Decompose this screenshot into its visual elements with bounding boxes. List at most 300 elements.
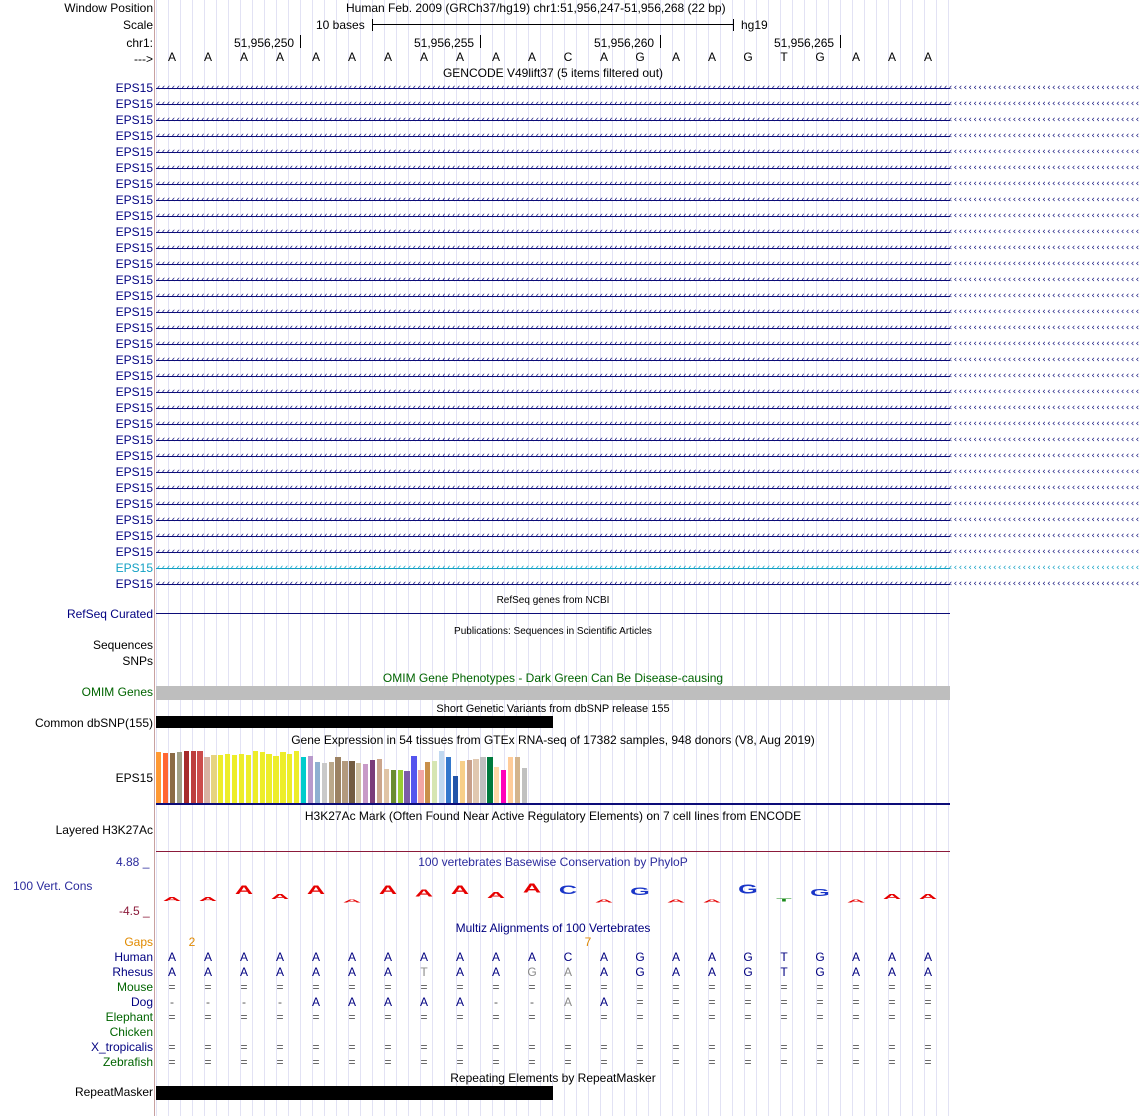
gtex-tissue-bar[interactable] (363, 764, 368, 803)
alignment-base: A (671, 965, 680, 979)
species-label-rhesus[interactable]: Rhesus (112, 965, 153, 979)
repeatmasker-label[interactable]: RepeatMasker (74, 1085, 153, 1099)
alignment-base: = (240, 980, 248, 994)
gtex-tissue-bar[interactable] (418, 770, 423, 803)
ruler-tick-label: 51,956,255 (414, 36, 475, 50)
alignment-base: = (276, 1055, 284, 1069)
gencode-transcript[interactable] (156, 579, 1140, 590)
gencode-transcript-label[interactable]: EPS15 (115, 369, 153, 383)
strand-arrows: ‹‹‹‹‹‹‹‹‹‹‹‹‹‹‹‹‹‹‹‹‹‹‹‹‹‹‹‹‹‹‹‹‹‹‹‹‹‹‹‹‹‹‹‹‹‹‹‹‹‹‹‹‹‹‹‹‹‹‹‹‹‹‹‹‹‹‹‹‹‹‹‹‹‹‹‹‹‹‹‹‹‹‹‹‹‹‹‹‹‹‹‹‹‹‹‹‹‹‹‹‹‹‹‹‹‹‹‹‹‹‹‹‹‹‹‹‹‹‹‹‹‹‹‹‹‹‹‹‹‹‹‹‹‹‹‹‹‹‹‹‹‹‹‹‹‹‹‹‹‹‹‹‹‹‹‹‹‹‹‹‹‹‹‹‹‹‹‹‹‹‹‹‹‹‹‹‹‹‹‹‹‹‹‹‹‹‹‹‹‹‹‹‹‹‹‹‹‹‹‹ (156, 339, 1140, 349)
phylop-label[interactable]: 100 Vert. Cons (13, 879, 93, 893)
refseq-label[interactable]: RefSeq Curated (66, 607, 153, 621)
gencode-transcript-label[interactable]: EPS15 (115, 401, 153, 415)
gtex-tissue-bar[interactable] (163, 753, 168, 803)
scale-bar-right-tick (733, 19, 734, 31)
gtex-baseline (156, 803, 950, 805)
reference-base: A (527, 50, 536, 64)
gencode-transcript-label[interactable]: EPS15 (115, 129, 153, 143)
alignment-base: = (816, 1040, 824, 1054)
alignment-base: G (527, 965, 537, 979)
gtex-tissue-bar[interactable] (460, 761, 465, 803)
gencode-transcript-label[interactable]: EPS15 (115, 561, 153, 575)
gtex-tissue-bar[interactable] (253, 751, 258, 803)
species-label-x_tropicalis[interactable]: X_tropicalis (90, 1040, 153, 1054)
phylop-base-logo: A (594, 897, 614, 904)
alignment-base: A (419, 950, 428, 964)
strand-arrows: ‹‹‹‹‹‹‹‹‹‹‹‹‹‹‹‹‹‹‹‹‹‹‹‹‹‹‹‹‹‹‹‹‹‹‹‹‹‹‹‹‹‹‹‹‹‹‹‹‹‹‹‹‹‹‹‹‹‹‹‹‹‹‹‹‹‹‹‹‹‹‹‹‹‹‹‹‹‹‹‹‹‹‹‹‹‹‹‹‹‹‹‹‹‹‹‹‹‹‹‹‹‹‹‹‹‹‹‹‹‹‹‹‹‹‹‹‹‹‹‹‹‹‹‹‹‹‹‹‹‹‹‹‹‹‹‹‹‹‹‹‹‹‹‹‹‹‹‹‹‹‹‹‹‹‹‹‹‹‹‹‹‹‹‹‹‹‹‹‹‹‹‹‹‹‹‹‹‹‹‹‹‹‹‹‹‹‹‹‹‹‹‹‹‹‹‹‹‹‹‹ (156, 419, 1140, 429)
gtex-tissue-bar[interactable] (301, 757, 306, 803)
h3k27ac-label[interactable]: Layered H3K27Ac (55, 823, 153, 837)
strand-arrows: ‹‹‹‹‹‹‹‹‹‹‹‹‹‹‹‹‹‹‹‹‹‹‹‹‹‹‹‹‹‹‹‹‹‹‹‹‹‹‹‹‹‹‹‹‹‹‹‹‹‹‹‹‹‹‹‹‹‹‹‹‹‹‹‹‹‹‹‹‹‹‹‹‹‹‹‹‹‹‹‹‹‹‹‹‹‹‹‹‹‹‹‹‹‹‹‹‹‹‹‹‹‹‹‹‹‹‹‹‹‹‹‹‹‹‹‹‹‹‹‹‹‹‹‹‹‹‹‹‹‹‹‹‹‹‹‹‹‹‹‹‹‹‹‹‹‹‹‹‹‹‹‹‹‹‹‹‹‹‹‹‹‹‹‹‹‹‹‹‹‹‹‹‹‹‹‹‹‹‹‹‹‹‹‹‹‹‹‹‹‹‹‹‹‹‹‹‹‹‹‹ (156, 403, 1140, 413)
gencode-transcript-label[interactable]: EPS15 (115, 353, 153, 367)
gencode-transcript-label[interactable]: EPS15 (115, 577, 153, 591)
reference-base: A (851, 50, 860, 64)
gencode-transcript[interactable] (156, 435, 1140, 446)
gtex-tissue-bar[interactable] (211, 755, 216, 803)
omim-label[interactable]: OMIM Genes (81, 685, 153, 699)
alignment-base: - (278, 995, 282, 1009)
gencode-transcript-label[interactable]: EPS15 (115, 417, 153, 431)
gtex-track-title[interactable]: Gene Expression in 54 tissues from GTEx RNA-seq of 17382 samples, 948 donors (V8, Aug 2019) (291, 733, 815, 747)
gtex-tissue-bar[interactable] (246, 755, 251, 803)
alignment-base: A (599, 995, 608, 1009)
phylop-max-label: 4.88 _ (116, 855, 150, 869)
multiz-track-title[interactable]: Multiz Alignments of 100 Vertebrates (455, 921, 651, 935)
gencode-transcript[interactable] (156, 307, 1140, 318)
phylop-base-logo: A (450, 883, 470, 897)
alignment-base: A (383, 950, 392, 964)
alignment-base: = (816, 1010, 824, 1024)
alignment-base: A (599, 950, 608, 964)
gtex-tissue-bar[interactable] (156, 752, 161, 803)
gencode-transcript-label[interactable]: EPS15 (115, 257, 153, 271)
gencode-transcript[interactable] (156, 259, 1140, 270)
dbsnp-variant-bar[interactable] (156, 716, 553, 728)
alignment-base: = (384, 1040, 392, 1054)
gencode-transcript-label[interactable]: EPS15 (115, 497, 153, 511)
alignment-base: = (672, 1040, 680, 1054)
alignment-base: A (167, 950, 176, 964)
gtex-tissue-bar[interactable] (349, 761, 354, 803)
scale-text: 10 bases (316, 18, 365, 32)
gencode-transcript-label[interactable]: EPS15 (115, 241, 153, 255)
alignment-base: A (851, 965, 860, 979)
strand-arrows: ‹‹‹‹‹‹‹‹‹‹‹‹‹‹‹‹‹‹‹‹‹‹‹‹‹‹‹‹‹‹‹‹‹‹‹‹‹‹‹‹‹‹‹‹‹‹‹‹‹‹‹‹‹‹‹‹‹‹‹‹‹‹‹‹‹‹‹‹‹‹‹‹‹‹‹‹‹‹‹‹‹‹‹‹‹‹‹‹‹‹‹‹‹‹‹‹‹‹‹‹‹‹‹‹‹‹‹‹‹‹‹‹‹‹‹‹‹‹‹‹‹‹‹‹‹‹‹‹‹‹‹‹‹‹‹‹‹‹‹‹‹‹‹‹‹‹‹‹‹‹‹‹‹‹‹‹‹‹‹‹‹‹‹‹‹‹‹‹‹‹‹‹‹‹‹‹‹‹‹‹‹‹‹‹‹‹‹‹‹‹‹‹‹‹‹‹‹‹‹‹ (156, 531, 1140, 541)
reference-base: A (311, 50, 320, 64)
gencode-transcript[interactable] (156, 563, 1140, 574)
alignment-base: = (672, 1055, 680, 1069)
alignment-base: = (348, 1055, 356, 1069)
gtex-tissue-bar[interactable] (329, 762, 334, 803)
gtex-tissue-bar[interactable] (515, 757, 520, 803)
gencode-transcript[interactable] (156, 355, 1140, 366)
species-label-elephant[interactable]: Elephant (105, 1010, 153, 1024)
alignment-base: A (383, 995, 392, 1009)
gencode-transcript[interactable] (156, 323, 1140, 334)
gtex-tissue-bar[interactable] (170, 753, 175, 803)
gtex-tissue-bar[interactable] (494, 767, 499, 803)
gtex-tissue-bar[interactable] (356, 763, 361, 803)
gtex-tissue-bar[interactable] (335, 757, 340, 803)
gencode-transcript-label[interactable]: EPS15 (115, 433, 153, 447)
omim-gene-bar[interactable] (156, 686, 950, 700)
reference-base: A (347, 50, 356, 64)
gencode-transcript[interactable] (156, 115, 1140, 126)
gtex-tissue-bar[interactable] (398, 770, 403, 803)
alignment-base: A (455, 965, 464, 979)
alignment-base: = (492, 980, 500, 994)
gtex-tissue-bar[interactable] (391, 770, 396, 803)
gtex-tissue-bar[interactable] (473, 759, 478, 803)
reference-base: C (563, 50, 573, 64)
alignment-base: A (563, 995, 572, 1009)
reference-base: A (599, 50, 608, 64)
reference-base: A (419, 50, 428, 64)
gtex-tissue-bar[interactable] (177, 752, 182, 803)
publications-snps-label[interactable]: SNPs (122, 654, 153, 668)
dbsnp-label[interactable]: Common dbSNP(155) (34, 716, 153, 730)
ruler-tick (300, 35, 301, 48)
alignment-base: = (240, 1010, 248, 1024)
phylop-base-logo: A (702, 897, 722, 904)
gtex-tissue-bar[interactable] (322, 763, 327, 803)
multiz-gaps-label[interactable]: Gaps (124, 935, 153, 949)
gencode-transcript-label[interactable]: EPS15 (115, 145, 153, 159)
alignment-base: A (527, 950, 536, 964)
gencode-transcript-label[interactable]: EPS15 (115, 449, 153, 463)
alignment-base: = (456, 980, 464, 994)
reference-base: G (743, 50, 753, 64)
reference-base: A (275, 50, 284, 64)
gencode-transcript-label[interactable]: EPS15 (115, 113, 153, 127)
gtex-tissue-bar[interactable] (384, 769, 389, 803)
alignment-base: G (743, 965, 753, 979)
gencode-transcript[interactable] (156, 131, 1140, 142)
gtex-tissue-bar[interactable] (197, 751, 202, 803)
gencode-transcript[interactable] (156, 339, 1140, 350)
alignment-base: = (816, 1055, 824, 1069)
alignment-base: = (168, 1010, 176, 1024)
strand-arrows: ‹‹‹‹‹‹‹‹‹‹‹‹‹‹‹‹‹‹‹‹‹‹‹‹‹‹‹‹‹‹‹‹‹‹‹‹‹‹‹‹‹‹‹‹‹‹‹‹‹‹‹‹‹‹‹‹‹‹‹‹‹‹‹‹‹‹‹‹‹‹‹‹‹‹‹‹‹‹‹‹‹‹‹‹‹‹‹‹‹‹‹‹‹‹‹‹‹‹‹‹‹‹‹‹‹‹‹‹‹‹‹‹‹‹‹‹‹‹‹‹‹‹‹‹‹‹‹‹‹‹‹‹‹‹‹‹‹‹‹‹‹‹‹‹‹‹‹‹‹‹‹‹‹‹‹‹‹‹‹‹‹‹‹‹‹‹‹‹‹‹‹‹‹‹‹‹‹‹‹‹‹‹‹‹‹‹‹‹‹‹‹‹‹‹‹‹‹‹‹‹ (156, 563, 1140, 573)
gtex-tissue-bar[interactable] (266, 754, 271, 803)
gencode-transcript[interactable] (156, 275, 1140, 286)
alignment-base: = (204, 1040, 212, 1054)
alignment-base: = (348, 1010, 356, 1024)
gtex-tissue-bar[interactable] (232, 755, 237, 803)
species-label-human[interactable]: Human (114, 950, 153, 964)
gtex-tissue-bar[interactable] (280, 752, 285, 803)
gencode-transcript-label[interactable]: EPS15 (115, 305, 153, 319)
species-label-zebrafish[interactable]: Zebrafish (102, 1055, 153, 1069)
alignment-base: = (312, 1010, 320, 1024)
alignment-base: = (492, 1055, 500, 1069)
gencode-transcript-label[interactable]: EPS15 (115, 209, 153, 223)
alignment-base: A (491, 965, 500, 979)
scale-assembly: hg19 (741, 18, 768, 32)
gtex-tissue-bar[interactable] (522, 768, 527, 803)
alignment-base: = (456, 1010, 464, 1024)
phylop-base-logo: A (234, 883, 254, 897)
alignment-base: G (815, 965, 825, 979)
gencode-transcript[interactable] (156, 403, 1140, 414)
strand-arrows: ‹‹‹‹‹‹‹‹‹‹‹‹‹‹‹‹‹‹‹‹‹‹‹‹‹‹‹‹‹‹‹‹‹‹‹‹‹‹‹‹‹‹‹‹‹‹‹‹‹‹‹‹‹‹‹‹‹‹‹‹‹‹‹‹‹‹‹‹‹‹‹‹‹‹‹‹‹‹‹‹‹‹‹‹‹‹‹‹‹‹‹‹‹‹‹‹‹‹‹‹‹‹‹‹‹‹‹‹‹‹‹‹‹‹‹‹‹‹‹‹‹‹‹‹‹‹‹‹‹‹‹‹‹‹‹‹‹‹‹‹‹‹‹‹‹‹‹‹‹‹‹‹‹‹‹‹‹‹‹‹‹‹‹‹‹‹‹‹‹‹‹‹‹‹‹‹‹‹‹‹‹‹‹‹‹‹‹‹‹‹‹‹‹‹‹‹‹‹‹‹ (156, 483, 1140, 493)
gencode-track-title[interactable]: GENCODE V49lift37 (5 items filtered out) (442, 66, 664, 80)
gencode-transcript[interactable] (156, 467, 1140, 478)
gtex-tissue-bar[interactable] (501, 770, 506, 803)
alignment-base: = (564, 1040, 572, 1054)
phylop-base-logo: G (810, 886, 830, 898)
alignment-base: = (492, 1040, 500, 1054)
alignment-base: = (204, 1055, 212, 1069)
alignment-base: T (780, 965, 788, 979)
gencode-transcript[interactable] (156, 451, 1140, 462)
gencode-transcript[interactable] (156, 147, 1140, 158)
phylop-base-logo: G (738, 881, 758, 897)
gencode-transcript-label[interactable]: EPS15 (115, 321, 153, 335)
ruler-tick (660, 35, 661, 48)
gtex-tissue-bar[interactable] (184, 751, 189, 803)
gtex-tissue-bar[interactable] (425, 762, 430, 803)
strand-label: ---> (134, 52, 153, 66)
alignment-base: = (888, 980, 896, 994)
alignment-base: C (563, 950, 573, 964)
gencode-transcript-label[interactable]: EPS15 (115, 513, 153, 527)
alignment-base: = (780, 980, 788, 994)
alignment-base: A (455, 950, 464, 964)
alignment-base: = (672, 980, 680, 994)
alignment-base: = (924, 1010, 932, 1024)
alignment-base: = (312, 980, 320, 994)
gencode-transcript-label[interactable]: EPS15 (115, 225, 153, 239)
ruler-tick (840, 35, 841, 48)
species-label-chicken[interactable]: Chicken (109, 1025, 153, 1039)
gtex-tissue-bar[interactable] (342, 761, 347, 803)
alignment-base: = (600, 1010, 608, 1024)
alignment-base: A (599, 965, 608, 979)
alignment-base: A (311, 995, 320, 1009)
gtex-tissue-bar[interactable] (487, 757, 492, 803)
alignment-base: T (780, 950, 788, 964)
alignment-base: = (492, 1010, 500, 1024)
repeatmasker-element-bar[interactable] (156, 1086, 553, 1100)
gencode-transcript[interactable] (156, 547, 1140, 558)
gencode-transcript[interactable] (156, 499, 1140, 510)
gtex-tissue-bar[interactable] (446, 757, 451, 803)
gencode-transcript[interactable] (156, 243, 1140, 254)
h3k27ac-track-title[interactable]: H3K27Ac Mark (Often Found Near Active Regulatory Elements) on 7 cell lines from ENCODE (304, 809, 802, 823)
gencode-transcript-label[interactable]: EPS15 (115, 177, 153, 191)
alignment-base: = (924, 1040, 932, 1054)
alignment-base: = (852, 1040, 860, 1054)
gtex-tissue-bar[interactable] (239, 754, 244, 803)
reference-base: G (635, 50, 645, 64)
strand-arrows: ‹‹‹‹‹‹‹‹‹‹‹‹‹‹‹‹‹‹‹‹‹‹‹‹‹‹‹‹‹‹‹‹‹‹‹‹‹‹‹‹‹‹‹‹‹‹‹‹‹‹‹‹‹‹‹‹‹‹‹‹‹‹‹‹‹‹‹‹‹‹‹‹‹‹‹‹‹‹‹‹‹‹‹‹‹‹‹‹‹‹‹‹‹‹‹‹‹‹‹‹‹‹‹‹‹‹‹‹‹‹‹‹‹‹‹‹‹‹‹‹‹‹‹‹‹‹‹‹‹‹‹‹‹‹‹‹‹‹‹‹‹‹‹‹‹‹‹‹‹‹‹‹‹‹‹‹‹‹‹‹‹‹‹‹‹‹‹‹‹‹‹‹‹‹‹‹‹‹‹‹‹‹‹‹‹‹‹‹‹‹‹‹‹‹‹‹‹‹‹‹ (156, 179, 1140, 189)
alignment-base: A (239, 950, 248, 964)
gencode-transcript[interactable] (156, 387, 1140, 398)
alignment-base: A (563, 965, 572, 979)
gtex-tissue-bar[interactable] (370, 760, 375, 803)
repeatmasker-track-title[interactable]: Repeating Elements by RepeatMasker (450, 1071, 656, 1085)
alignment-base: = (312, 1055, 320, 1069)
strand-arrows: ‹‹‹‹‹‹‹‹‹‹‹‹‹‹‹‹‹‹‹‹‹‹‹‹‹‹‹‹‹‹‹‹‹‹‹‹‹‹‹‹‹‹‹‹‹‹‹‹‹‹‹‹‹‹‹‹‹‹‹‹‹‹‹‹‹‹‹‹‹‹‹‹‹‹‹‹‹‹‹‹‹‹‹‹‹‹‹‹‹‹‹‹‹‹‹‹‹‹‹‹‹‹‹‹‹‹‹‹‹‹‹‹‹‹‹‹‹‹‹‹‹‹‹‹‹‹‹‹‹‹‹‹‹‹‹‹‹‹‹‹‹‹‹‹‹‹‹‹‹‹‹‹‹‹‹‹‹‹‹‹‹‹‹‹‹‹‹‹‹‹‹‹‹‹‹‹‹‹‹‹‹‹‹‹‹‹‹‹‹‹‹‹‹‹‹‹‹‹‹‹ (156, 147, 1140, 157)
strand-arrows: ‹‹‹‹‹‹‹‹‹‹‹‹‹‹‹‹‹‹‹‹‹‹‹‹‹‹‹‹‹‹‹‹‹‹‹‹‹‹‹‹‹‹‹‹‹‹‹‹‹‹‹‹‹‹‹‹‹‹‹‹‹‹‹‹‹‹‹‹‹‹‹‹‹‹‹‹‹‹‹‹‹‹‹‹‹‹‹‹‹‹‹‹‹‹‹‹‹‹‹‹‹‹‹‹‹‹‹‹‹‹‹‹‹‹‹‹‹‹‹‹‹‹‹‹‹‹‹‹‹‹‹‹‹‹‹‹‹‹‹‹‹‹‹‹‹‹‹‹‹‹‹‹‹‹‹‹‹‹‹‹‹‹‹‹‹‹‹‹‹‹‹‹‹‹‹‹‹‹‹‹‹‹‹‹‹‹‹‹‹‹‹‹‹‹‹‹‹‹‹‹ (156, 547, 1140, 557)
strand-arrows: ‹‹‹‹‹‹‹‹‹‹‹‹‹‹‹‹‹‹‹‹‹‹‹‹‹‹‹‹‹‹‹‹‹‹‹‹‹‹‹‹‹‹‹‹‹‹‹‹‹‹‹‹‹‹‹‹‹‹‹‹‹‹‹‹‹‹‹‹‹‹‹‹‹‹‹‹‹‹‹‹‹‹‹‹‹‹‹‹‹‹‹‹‹‹‹‹‹‹‹‹‹‹‹‹‹‹‹‹‹‹‹‹‹‹‹‹‹‹‹‹‹‹‹‹‹‹‹‹‹‹‹‹‹‹‹‹‹‹‹‹‹‹‹‹‹‹‹‹‹‹‹‹‹‹‹‹‹‹‹‹‹‹‹‹‹‹‹‹‹‹‹‹‹‹‹‹‹‹‹‹‹‹‹‹‹‹‹‹‹‹‹‹‹‹‹‹‹‹‹‹ (156, 275, 1140, 285)
alignment-base: = (636, 1055, 644, 1069)
gencode-transcript-label[interactable]: EPS15 (115, 273, 153, 287)
gencode-transcript-label[interactable]: EPS15 (115, 97, 153, 111)
gencode-transcript[interactable] (156, 531, 1140, 542)
gencode-transcript-label[interactable]: EPS15 (115, 289, 153, 303)
species-label-dog[interactable]: Dog (130, 995, 153, 1009)
scale-bar-left-tick (372, 19, 373, 31)
publications-sequences-label[interactable]: Sequences (92, 638, 153, 652)
gencode-transcript-label[interactable]: EPS15 (115, 337, 153, 351)
gencode-transcript[interactable] (156, 195, 1140, 206)
strand-arrows: ‹‹‹‹‹‹‹‹‹‹‹‹‹‹‹‹‹‹‹‹‹‹‹‹‹‹‹‹‹‹‹‹‹‹‹‹‹‹‹‹‹‹‹‹‹‹‹‹‹‹‹‹‹‹‹‹‹‹‹‹‹‹‹‹‹‹‹‹‹‹‹‹‹‹‹‹‹‹‹‹‹‹‹‹‹‹‹‹‹‹‹‹‹‹‹‹‹‹‹‹‹‹‹‹‹‹‹‹‹‹‹‹‹‹‹‹‹‹‹‹‹‹‹‹‹‹‹‹‹‹‹‹‹‹‹‹‹‹‹‹‹‹‹‹‹‹‹‹‹‹‹‹‹‹‹‹‹‹‹‹‹‹‹‹‹‹‹‹‹‹‹‹‹‹‹‹‹‹‹‹‹‹‹‹‹‹‹‹‹‹‹‹‹‹‹‹‹‹‹‹ (156, 195, 1140, 205)
gtex-tissue-bar[interactable] (191, 751, 196, 803)
gencode-transcript-label[interactable]: EPS15 (115, 529, 153, 543)
species-label-mouse[interactable]: Mouse (116, 980, 153, 994)
alignment-base: = (636, 995, 644, 1009)
gencode-transcript[interactable] (156, 291, 1140, 302)
alignment-base: A (923, 965, 932, 979)
alignment-base: = (420, 1055, 428, 1069)
refseq-track-title[interactable]: RefSeq genes from NCBI (496, 595, 610, 606)
alignment-base: = (276, 980, 284, 994)
alignment-base: = (528, 1040, 536, 1054)
omim-track-title[interactable]: OMIM Gene Phenotypes - Dark Green Can Be Disease-causing (382, 671, 724, 685)
gtex-tissue-bar[interactable] (404, 771, 409, 803)
alignment-base: = (276, 1010, 284, 1024)
alignment-base: = (708, 995, 716, 1009)
strand-arrows: ‹‹‹‹‹‹‹‹‹‹‹‹‹‹‹‹‹‹‹‹‹‹‹‹‹‹‹‹‹‹‹‹‹‹‹‹‹‹‹‹‹‹‹‹‹‹‹‹‹‹‹‹‹‹‹‹‹‹‹‹‹‹‹‹‹‹‹‹‹‹‹‹‹‹‹‹‹‹‹‹‹‹‹‹‹‹‹‹‹‹‹‹‹‹‹‹‹‹‹‹‹‹‹‹‹‹‹‹‹‹‹‹‹‹‹‹‹‹‹‹‹‹‹‹‹‹‹‹‹‹‹‹‹‹‹‹‹‹‹‹‹‹‹‹‹‹‹‹‹‹‹‹‹‹‹‹‹‹‹‹‹‹‹‹‹‹‹‹‹‹‹‹‹‹‹‹‹‹‹‹‹‹‹‹‹‹‹‹‹‹‹‹‹‹‹‹‹‹‹‹ (156, 307, 1140, 317)
alignment-base: = (204, 1010, 212, 1024)
assembly-position-title: Human Feb. 2009 (GRCh37/hg19) chr1:51,956,247-51,956,268 (22 bp) (346, 1, 726, 15)
gtex-tissue-bar[interactable] (377, 759, 382, 803)
reference-base: A (707, 50, 716, 64)
alignment-base: = (528, 980, 536, 994)
strand-arrows: ‹‹‹‹‹‹‹‹‹‹‹‹‹‹‹‹‹‹‹‹‹‹‹‹‹‹‹‹‹‹‹‹‹‹‹‹‹‹‹‹‹‹‹‹‹‹‹‹‹‹‹‹‹‹‹‹‹‹‹‹‹‹‹‹‹‹‹‹‹‹‹‹‹‹‹‹‹‹‹‹‹‹‹‹‹‹‹‹‹‹‹‹‹‹‹‹‹‹‹‹‹‹‹‹‹‹‹‹‹‹‹‹‹‹‹‹‹‹‹‹‹‹‹‹‹‹‹‹‹‹‹‹‹‹‹‹‹‹‹‹‹‹‹‹‹‹‹‹‹‹‹‹‹‹‹‹‹‹‹‹‹‹‹‹‹‹‹‹‹‹‹‹‹‹‹‹‹‹‹‹‹‹‹‹‹‹‹‹‹‹‹‹‹‹‹‹‹‹‹‹ (156, 451, 1140, 461)
alignment-base: G (635, 965, 645, 979)
alignment-base: = (168, 980, 176, 994)
strand-arrows: ‹‹‹‹‹‹‹‹‹‹‹‹‹‹‹‹‹‹‹‹‹‹‹‹‹‹‹‹‹‹‹‹‹‹‹‹‹‹‹‹‹‹‹‹‹‹‹‹‹‹‹‹‹‹‹‹‹‹‹‹‹‹‹‹‹‹‹‹‹‹‹‹‹‹‹‹‹‹‹‹‹‹‹‹‹‹‹‹‹‹‹‹‹‹‹‹‹‹‹‹‹‹‹‹‹‹‹‹‹‹‹‹‹‹‹‹‹‹‹‹‹‹‹‹‹‹‹‹‹‹‹‹‹‹‹‹‹‹‹‹‹‹‹‹‹‹‹‹‹‹‹‹‹‹‹‹‹‹‹‹‹‹‹‹‹‹‹‹‹‹‹‹‹‹‹‹‹‹‹‹‹‹‹‹‹‹‹‹‹‹‹‹‹‹‹‹‹‹‹‹ (156, 243, 1140, 253)
publications-track-title[interactable]: Publications: Sequences in Scientific Articles (454, 626, 652, 637)
gap-count-marker: 7 (584, 935, 592, 949)
alignment-base: = (924, 995, 932, 1009)
gencode-transcript[interactable] (156, 371, 1140, 382)
alignment-base: A (707, 950, 716, 964)
alignment-base: = (780, 1055, 788, 1069)
alignment-base: = (456, 1055, 464, 1069)
gtex-tissue-bar[interactable] (467, 760, 472, 803)
alignment-base: - (530, 995, 534, 1009)
dbsnp-track-title[interactable]: Short Genetic Variants from dbSNP release 155 (436, 703, 670, 715)
alignment-base: G (635, 950, 645, 964)
alignment-base: = (528, 1055, 536, 1069)
gencode-transcript[interactable] (156, 515, 1140, 526)
gtex-tissue-bar[interactable] (225, 754, 230, 803)
gencode-transcript-label[interactable]: EPS15 (115, 385, 153, 399)
phylop-base-logo: A (162, 895, 182, 903)
gencode-transcript[interactable] (156, 99, 1140, 110)
gtex-tissue-bar[interactable] (439, 751, 444, 803)
gtex-gene-label[interactable]: EPS15 (115, 771, 153, 785)
alignment-base: = (168, 1055, 176, 1069)
phylop-base-logo: C (558, 883, 578, 897)
gtex-tissue-bar[interactable] (218, 755, 223, 803)
gtex-tissue-bar[interactable] (411, 756, 416, 803)
gtex-tissue-bar[interactable] (508, 757, 513, 803)
gencode-transcript-label[interactable]: EPS15 (115, 545, 153, 559)
alignment-base: = (852, 995, 860, 1009)
phylop-base-logo: A (522, 880, 542, 896)
alignment-base: = (240, 1040, 248, 1054)
phylop-track-title[interactable]: 100 vertebrates Basewise Conservation by PhyloP (418, 855, 688, 869)
strand-arrows: ‹‹‹‹‹‹‹‹‹‹‹‹‹‹‹‹‹‹‹‹‹‹‹‹‹‹‹‹‹‹‹‹‹‹‹‹‹‹‹‹‹‹‹‹‹‹‹‹‹‹‹‹‹‹‹‹‹‹‹‹‹‹‹‹‹‹‹‹‹‹‹‹‹‹‹‹‹‹‹‹‹‹‹‹‹‹‹‹‹‹‹‹‹‹‹‹‹‹‹‹‹‹‹‹‹‹‹‹‹‹‹‹‹‹‹‹‹‹‹‹‹‹‹‹‹‹‹‹‹‹‹‹‹‹‹‹‹‹‹‹‹‹‹‹‹‹‹‹‹‹‹‹‹‹‹‹‹‹‹‹‹‹‹‹‹‹‹‹‹‹‹‹‹‹‹‹‹‹‹‹‹‹‹‹‹‹‹‹‹‹‹‹‹‹‹‹‹‹‹‹ (156, 371, 1140, 381)
gencode-transcript-label[interactable]: EPS15 (115, 81, 153, 95)
alignment-base: A (311, 965, 320, 979)
gtex-tissue-bar[interactable] (260, 752, 265, 803)
gencode-transcript[interactable] (156, 227, 1140, 238)
alignment-base: = (924, 1055, 932, 1069)
alignment-base: = (420, 1010, 428, 1024)
alignment-base: = (456, 1040, 464, 1054)
alignment-base: = (852, 980, 860, 994)
alignment-base: = (852, 1055, 860, 1069)
alignment-base: = (636, 980, 644, 994)
gencode-transcript-label[interactable]: EPS15 (115, 161, 153, 175)
strand-arrows: ‹‹‹‹‹‹‹‹‹‹‹‹‹‹‹‹‹‹‹‹‹‹‹‹‹‹‹‹‹‹‹‹‹‹‹‹‹‹‹‹‹‹‹‹‹‹‹‹‹‹‹‹‹‹‹‹‹‹‹‹‹‹‹‹‹‹‹‹‹‹‹‹‹‹‹‹‹‹‹‹‹‹‹‹‹‹‹‹‹‹‹‹‹‹‹‹‹‹‹‹‹‹‹‹‹‹‹‹‹‹‹‹‹‹‹‹‹‹‹‹‹‹‹‹‹‹‹‹‹‹‹‹‹‹‹‹‹‹‹‹‹‹‹‹‹‹‹‹‹‹‹‹‹‹‹‹‹‹‹‹‹‹‹‹‹‹‹‹‹‹‹‹‹‹‹‹‹‹‹‹‹‹‹‹‹‹‹‹‹‹‹‹‹‹‹‹‹‹‹‹ (156, 163, 1140, 173)
gencode-transcript[interactable] (156, 179, 1140, 190)
alignment-base: = (852, 1010, 860, 1024)
alignment-base: A (887, 965, 896, 979)
gencode-transcript-label[interactable]: EPS15 (115, 481, 153, 495)
gencode-transcript[interactable] (156, 83, 1140, 94)
phylop-min-label: -4.5 _ (119, 904, 150, 918)
gencode-transcript[interactable] (156, 211, 1140, 222)
gtex-tissue-bar[interactable] (294, 751, 299, 803)
phylop-base-logo: A (882, 891, 902, 901)
gtex-tissue-bar[interactable] (480, 757, 485, 803)
phylop-base-logo: A (486, 890, 506, 900)
gtex-tissue-bar[interactable] (453, 776, 458, 803)
alignment-base: = (744, 980, 752, 994)
gencode-transcript-label[interactable]: EPS15 (115, 193, 153, 207)
reference-base: A (671, 50, 680, 64)
gencode-transcript[interactable] (156, 483, 1140, 494)
phylop-base-logo: A (342, 897, 362, 904)
alignment-base: A (419, 995, 428, 1009)
gencode-transcript[interactable] (156, 419, 1140, 430)
gtex-tissue-bar[interactable] (287, 754, 292, 803)
reference-base: A (203, 50, 212, 64)
alignment-base: A (275, 965, 284, 979)
reference-base: A (239, 50, 248, 64)
gtex-tissue-bar[interactable] (308, 756, 313, 803)
alignment-base: A (275, 950, 284, 964)
gtex-tissue-bar[interactable] (432, 761, 437, 803)
gencode-transcript-label[interactable]: EPS15 (115, 465, 153, 479)
alignment-base: = (888, 1055, 896, 1069)
alignment-base: = (744, 1010, 752, 1024)
phylop-base-logo: A (378, 883, 398, 897)
gtex-tissue-bar[interactable] (315, 762, 320, 803)
refseq-gene-line[interactable] (156, 613, 950, 614)
reference-base: T (780, 50, 788, 64)
gtex-tissue-bar[interactable] (273, 756, 278, 803)
gencode-transcript[interactable] (156, 163, 1140, 174)
gtex-tissue-bar[interactable] (204, 757, 209, 803)
